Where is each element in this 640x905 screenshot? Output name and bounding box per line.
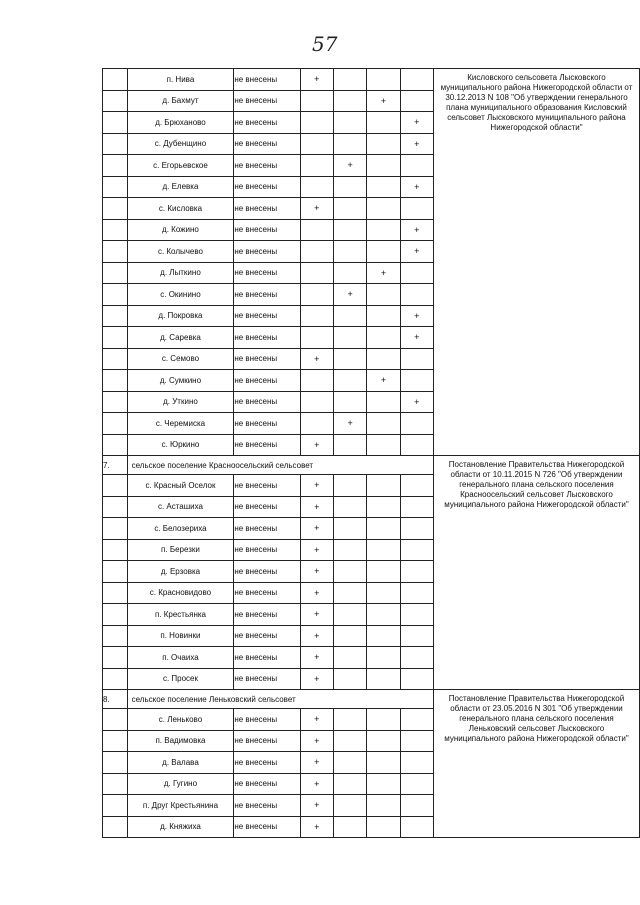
status-cell: не внесены	[234, 90, 300, 112]
status-cell: не внесены	[234, 518, 300, 540]
status-cell: не внесены	[234, 475, 300, 497]
status-cell: не внесены	[234, 539, 300, 561]
section-title: сельское поселение Красноосельский сельсовет	[127, 456, 433, 475]
mark-cell: +	[300, 604, 333, 626]
mark-cell	[400, 561, 433, 583]
table-row	[103, 69, 640, 91]
mark-cell	[367, 69, 400, 91]
mark-cell	[400, 625, 433, 647]
mark-cell	[300, 327, 333, 349]
mark-cell	[400, 370, 433, 392]
mark-cell: +	[300, 816, 333, 838]
settlement-name: с. Кисловка	[127, 198, 234, 220]
mark-cell: +	[300, 582, 333, 604]
mark-cell	[367, 155, 400, 177]
mark-cell	[367, 625, 400, 647]
row-number-cell	[103, 112, 128, 134]
status-cell: не внесены	[234, 561, 300, 583]
status-cell: не внесены	[234, 370, 300, 392]
row-number-cell	[103, 795, 128, 817]
mark-cell	[333, 518, 366, 540]
mark-cell	[367, 668, 400, 690]
row-number-cell	[103, 475, 128, 497]
mark-cell: +	[400, 133, 433, 155]
mark-cell	[367, 434, 400, 456]
status-cell: не внесены	[234, 327, 300, 349]
mark-cell	[333, 795, 366, 817]
row-number-cell	[103, 348, 128, 370]
mark-cell	[333, 348, 366, 370]
mark-cell	[333, 90, 366, 112]
mark-cell: +	[333, 155, 366, 177]
row-number-cell	[103, 176, 128, 198]
settlement-name: д. Елевка	[127, 176, 234, 198]
mark-cell	[300, 284, 333, 306]
row-number-cell	[103, 709, 128, 731]
mark-cell	[367, 816, 400, 838]
mark-cell: +	[300, 561, 333, 583]
mark-cell: +	[300, 69, 333, 91]
settlement-name: д. Уткино	[127, 391, 234, 413]
settlement-name: п. Крестьянка	[127, 604, 234, 626]
mark-cell	[367, 604, 400, 626]
settlement-name: с. Черемиска	[127, 413, 234, 435]
row-number-cell	[103, 90, 128, 112]
mark-cell: +	[400, 241, 433, 263]
settlement-name: с. Белозериха	[127, 518, 234, 540]
row-number-cell	[103, 198, 128, 220]
mark-cell	[333, 709, 366, 731]
document-reference: Постановление Правительства Нижегородской области от 10.11.2015 N 726 "Об утверждении генерального плана сельского поселения Красноосельский сельсовет Лысковского муниципального района Нижегородской области"	[433, 456, 639, 690]
settlement-name: с. Просек	[127, 668, 234, 690]
settlement-name: с. Красновидово	[127, 582, 234, 604]
mark-cell	[333, 730, 366, 752]
mark-cell: +	[300, 795, 333, 817]
status-cell: не внесены	[234, 582, 300, 604]
row-number-cell	[103, 327, 128, 349]
status-cell: не внесены	[234, 773, 300, 795]
row-number-cell	[103, 262, 128, 284]
mark-cell	[333, 668, 366, 690]
status-cell: не внесены	[234, 112, 300, 134]
mark-cell	[400, 730, 433, 752]
settlement-name: с. Дубенщино	[127, 133, 234, 155]
status-cell: не внесены	[234, 262, 300, 284]
mark-cell: +	[300, 752, 333, 774]
mark-cell	[367, 348, 400, 370]
mark-cell: +	[367, 262, 400, 284]
mark-cell: +	[400, 176, 433, 198]
mark-cell	[400, 752, 433, 774]
mark-cell: +	[400, 327, 433, 349]
mark-cell: +	[300, 647, 333, 669]
mark-cell	[300, 112, 333, 134]
mark-cell	[367, 413, 400, 435]
row-number-cell	[103, 413, 128, 435]
mark-cell	[300, 370, 333, 392]
mark-cell: +	[300, 348, 333, 370]
settlement-name: д. Княжиха	[127, 816, 234, 838]
mark-cell: +	[400, 305, 433, 327]
mark-cell	[333, 112, 366, 134]
mark-cell	[333, 69, 366, 91]
mark-cell	[300, 413, 333, 435]
row-number-cell	[103, 133, 128, 155]
status-cell: не внесены	[234, 176, 300, 198]
mark-cell	[367, 496, 400, 518]
mark-cell: +	[400, 112, 433, 134]
row-number-cell	[103, 434, 128, 456]
mark-cell	[400, 816, 433, 838]
section-header-row	[103, 456, 640, 475]
mark-cell	[333, 262, 366, 284]
row-number-cell	[103, 561, 128, 583]
mark-cell	[400, 475, 433, 497]
mark-cell	[400, 284, 433, 306]
section-number: 7.	[103, 456, 128, 475]
mark-cell: +	[300, 198, 333, 220]
mark-cell	[333, 219, 366, 241]
mark-cell	[333, 391, 366, 413]
mark-cell	[333, 625, 366, 647]
mark-cell	[367, 539, 400, 561]
mark-cell: +	[300, 518, 333, 540]
settlement-name: с. Егорьевское	[127, 155, 234, 177]
status-cell: не внесены	[234, 604, 300, 626]
settlement-name: с. Леньково	[127, 709, 234, 731]
mark-cell	[400, 795, 433, 817]
mark-cell	[400, 709, 433, 731]
row-number-cell	[103, 730, 128, 752]
mark-cell	[333, 475, 366, 497]
document-reference: Постановление Правительства Нижегородской области от 23.05.2016 N 301 "Об утверждении генерального плана сельского поселения Леньковский сельсовет Лысковского муниципального района Нижегородской области"	[433, 690, 639, 838]
row-number-cell	[103, 496, 128, 518]
settlement-name: с. Красный Оселок	[127, 475, 234, 497]
mark-cell: +	[300, 475, 333, 497]
settlement-name: п. Нива	[127, 69, 234, 91]
settlement-name: с. Юркино	[127, 434, 234, 456]
mark-cell	[367, 219, 400, 241]
mark-cell: +	[400, 219, 433, 241]
row-number-cell	[103, 647, 128, 669]
mark-cell	[367, 198, 400, 220]
mark-cell: +	[367, 90, 400, 112]
row-number-cell	[103, 816, 128, 838]
mark-cell	[367, 730, 400, 752]
mark-cell	[367, 709, 400, 731]
section-title: сельское поселение Леньковский сельсовет	[127, 690, 433, 709]
mark-cell	[300, 262, 333, 284]
row-number-cell	[103, 539, 128, 561]
settlement-name: д. Покровка	[127, 305, 234, 327]
row-number-cell	[103, 370, 128, 392]
mark-cell: +	[300, 625, 333, 647]
mark-cell	[400, 647, 433, 669]
mark-cell	[400, 518, 433, 540]
row-number-cell	[103, 518, 128, 540]
status-cell: не внесены	[234, 305, 300, 327]
row-number-cell	[103, 752, 128, 774]
mark-cell	[333, 561, 366, 583]
settlements-table	[102, 68, 640, 838]
mark-cell	[333, 241, 366, 263]
mark-cell: +	[300, 496, 333, 518]
settlement-name: д. Гугино	[127, 773, 234, 795]
status-cell: не внесены	[234, 709, 300, 731]
mark-cell	[300, 305, 333, 327]
status-cell: не внесены	[234, 496, 300, 518]
settlement-name: п. Новинки	[127, 625, 234, 647]
mark-cell	[367, 561, 400, 583]
settlement-name: п. Очаиха	[127, 647, 234, 669]
row-number-cell	[103, 241, 128, 263]
mark-cell	[300, 219, 333, 241]
status-cell: не внесены	[234, 133, 300, 155]
mark-cell	[333, 133, 366, 155]
mark-cell	[333, 773, 366, 795]
row-number-cell	[103, 69, 128, 91]
mark-cell	[400, 348, 433, 370]
mark-cell	[367, 582, 400, 604]
mark-cell	[400, 496, 433, 518]
mark-cell	[400, 413, 433, 435]
settlement-name: п. Вадимовка	[127, 730, 234, 752]
mark-cell	[300, 133, 333, 155]
mark-cell	[400, 69, 433, 91]
mark-cell	[333, 539, 366, 561]
status-cell: не внесены	[234, 413, 300, 435]
mark-cell: +	[300, 773, 333, 795]
settlement-name: д. Брюханово	[127, 112, 234, 134]
mark-cell	[400, 604, 433, 626]
status-cell: не внесены	[234, 816, 300, 838]
status-cell: не внесены	[234, 198, 300, 220]
mark-cell: +	[300, 668, 333, 690]
settlement-name: д. Сумкино	[127, 370, 234, 392]
status-cell: не внесены	[234, 391, 300, 413]
status-cell: не внесены	[234, 795, 300, 817]
settlement-name: п. Друг Крестьянина	[127, 795, 234, 817]
mark-cell	[367, 518, 400, 540]
status-cell: не внесены	[234, 155, 300, 177]
mark-cell	[300, 176, 333, 198]
mark-cell	[367, 795, 400, 817]
status-cell: не внесены	[234, 348, 300, 370]
status-cell: не внесены	[234, 241, 300, 263]
mark-cell	[333, 752, 366, 774]
mark-cell	[400, 773, 433, 795]
mark-cell	[367, 112, 400, 134]
status-cell: не внесены	[234, 752, 300, 774]
mark-cell	[367, 773, 400, 795]
mark-cell	[367, 305, 400, 327]
mark-cell	[400, 668, 433, 690]
mark-cell	[333, 434, 366, 456]
row-number-cell	[103, 219, 128, 241]
mark-cell	[367, 133, 400, 155]
status-cell: не внесены	[234, 668, 300, 690]
settlement-name: с. Семово	[127, 348, 234, 370]
mark-cell	[367, 241, 400, 263]
mark-cell: +	[300, 434, 333, 456]
settlement-name: д. Ерзовка	[127, 561, 234, 583]
row-number-cell	[103, 625, 128, 647]
status-cell: не внесены	[234, 434, 300, 456]
mark-cell	[367, 752, 400, 774]
settlement-name: д. Кожино	[127, 219, 234, 241]
document-reference: Кисловского сельсовета Лысковского муниципального района Нижегородской области от 30.12.2013 N 108 "Об утверждении генерального плана муниципального образования Кисловский сельсовет Лысковского муниципального района Нижегородской области"	[433, 69, 639, 456]
mark-cell	[333, 305, 366, 327]
page-number: 57	[312, 32, 338, 56]
mark-cell	[333, 816, 366, 838]
settlement-name: д. Бахмут	[127, 90, 234, 112]
mark-cell: +	[333, 284, 366, 306]
mark-cell	[400, 155, 433, 177]
status-cell: не внесены	[234, 69, 300, 91]
mark-cell	[400, 434, 433, 456]
mark-cell: +	[400, 391, 433, 413]
mark-cell	[300, 241, 333, 263]
mark-cell	[300, 391, 333, 413]
mark-cell	[400, 582, 433, 604]
settlement-name: д. Лыткино	[127, 262, 234, 284]
row-number-cell	[103, 284, 128, 306]
mark-cell	[300, 90, 333, 112]
mark-cell: +	[300, 709, 333, 731]
row-number-cell	[103, 155, 128, 177]
mark-cell	[333, 647, 366, 669]
settlement-name: с. Окинино	[127, 284, 234, 306]
status-cell: не внесены	[234, 219, 300, 241]
mark-cell	[333, 176, 366, 198]
row-number-cell	[103, 305, 128, 327]
status-cell: не внесены	[234, 625, 300, 647]
settlement-name: с. Асташиха	[127, 496, 234, 518]
status-cell: не внесены	[234, 647, 300, 669]
mark-cell	[400, 539, 433, 561]
mark-cell	[333, 370, 366, 392]
row-number-cell	[103, 668, 128, 690]
row-number-cell	[103, 604, 128, 626]
mark-cell	[333, 198, 366, 220]
mark-cell	[367, 327, 400, 349]
mark-cell	[333, 496, 366, 518]
settlement-name: с. Колычево	[127, 241, 234, 263]
status-cell: не внесены	[234, 284, 300, 306]
mark-cell: +	[300, 539, 333, 561]
section-header-row	[103, 690, 640, 709]
mark-cell	[367, 475, 400, 497]
settlement-name: п. Березки	[127, 539, 234, 561]
mark-cell: +	[367, 370, 400, 392]
mark-cell	[333, 582, 366, 604]
mark-cell: +	[333, 413, 366, 435]
mark-cell	[367, 284, 400, 306]
mark-cell	[400, 90, 433, 112]
section-number: 8.	[103, 690, 128, 709]
mark-cell	[333, 604, 366, 626]
row-number-cell	[103, 582, 128, 604]
mark-cell	[400, 262, 433, 284]
row-number-cell	[103, 391, 128, 413]
settlement-name: д. Валава	[127, 752, 234, 774]
mark-cell	[367, 176, 400, 198]
status-cell: не внесены	[234, 730, 300, 752]
mark-cell	[367, 391, 400, 413]
mark-cell	[333, 327, 366, 349]
mark-cell	[367, 647, 400, 669]
mark-cell	[300, 155, 333, 177]
row-number-cell	[103, 773, 128, 795]
mark-cell: +	[300, 730, 333, 752]
mark-cell	[400, 198, 433, 220]
settlement-name: д. Саревка	[127, 327, 234, 349]
